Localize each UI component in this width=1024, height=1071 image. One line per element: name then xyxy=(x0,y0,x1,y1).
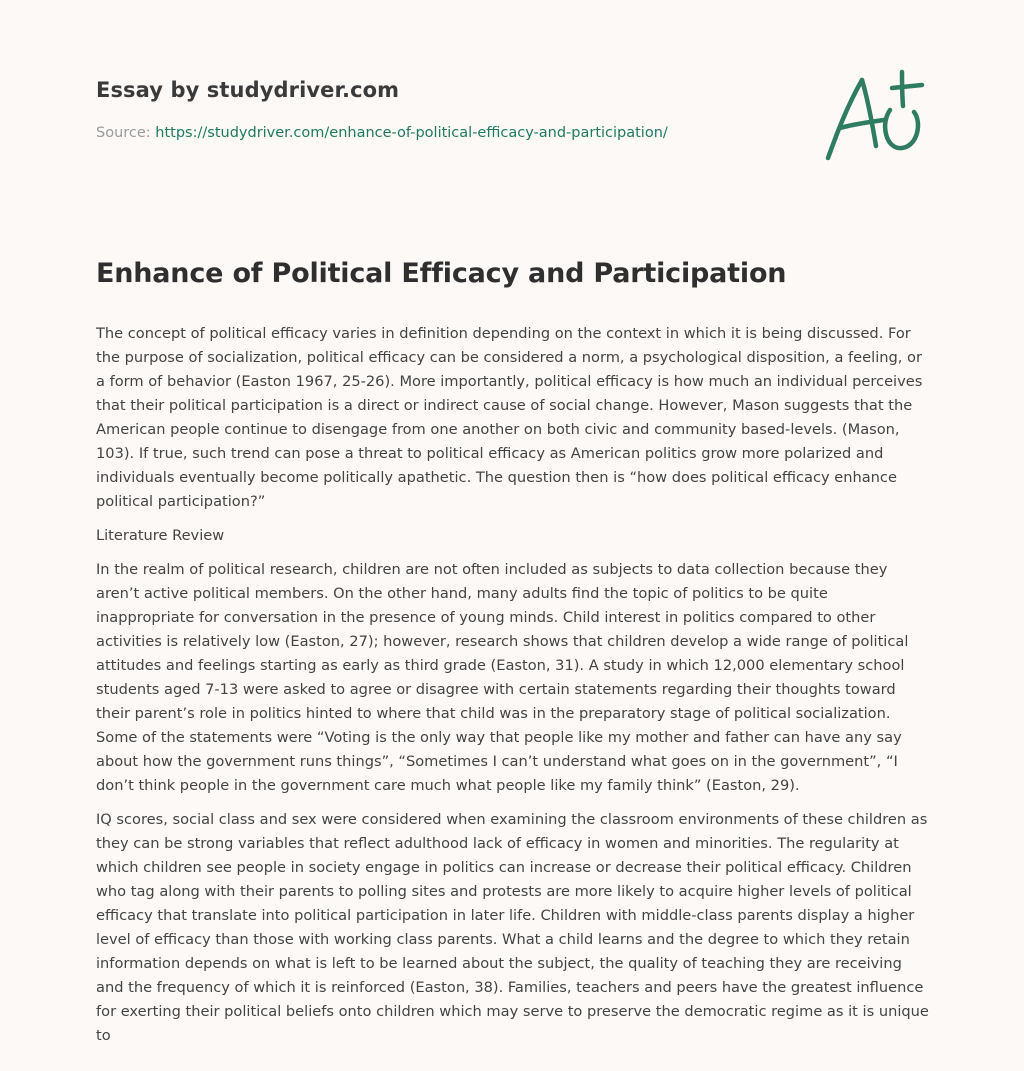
a-plus-logo-icon xyxy=(818,66,930,166)
source-line xyxy=(96,123,668,143)
paragraph-3: IQ scores, social class and sex were considered when examining the classroom environments of these children as they can be strong variables that reflect adulthood lack of efficacy in women and minorities. The regularity at which children see people in society engage in politics can increase or decrease their political efficacy. Children who tag along with their parents to polling sites and protests are more likely to acquire higher levels of political efficacy that translate into political participation in later life. Children with middle-class parents display a higher level of efficacy than those with working class parents. What a child learns and the degree to which they retain information depends on what is left to be learned about the subject, the quality of teaching they are receiving and the frequency of which it is reinforced (Easton, 38). Families, teachers and peers have the greatest influence for exerting their political beliefs onto children which may serve to preserve the democratic regime as it is unique to xyxy=(96,811,929,1044)
site-title: Essay by studydriver.com xyxy=(96,78,400,102)
source-link[interactable]: https://studydriver.com/enhance-of-political-efficacy-and-participation/ xyxy=(155,125,668,141)
page-title: Enhance of Political Efficacy and Participation xyxy=(96,258,787,289)
header xyxy=(96,76,936,141)
paragraph-1: The concept of political efficacy varies in definition depending on the context in which it is being discussed. For the purpose of socialization, political efficacy can be considered a norm, a psychological disposition, a feeling, or a form of behavior (Easton 1967, 25-26). More importantly, political efficacy is how much an individual perceives that their political participation is a direct or indirect cause of social change. However, Mason suggests that the American people continue to disengage from one another on both civic and community based-levels. (Mason, 103). If true, such trend can pose a threat to political efficacy as American politics grow more polarized and individuals eventually become politically apathetic. The question then is “how does political efficacy enhance political participation?” xyxy=(96,325,923,510)
article xyxy=(96,252,930,1058)
source-label: Source: xyxy=(96,125,151,141)
paragraph-2: In the realm of political research, children are not often included as subjects to data collection because they aren’t active political members. On the other hand, many adults find the topic of politics to be quite inappropriate for conversation in the presence of young minds. Child interest in politics compared to other activities is relatively low (Easton, 27); however, research shows that children develop a wide range of political attitudes and feelings starting as early as third grade (Easton, 31). A study in which 12,000 elementary school students aged 7-13 were asked to agree or disagree with certain statements regarding their thoughts toward their parent’s role in politics hinted to where that child was in the preparatory stage of political socialization. Some of the statements were “Voting is the only way that people like my mother and father can have any say about how the government runs things”, “Sometimes I can’t understand what goes on in the government”, “I don’t think people in the government care much what people like my family think” (Easton, 29). xyxy=(96,561,909,794)
section-heading: Literature Review xyxy=(96,527,225,544)
